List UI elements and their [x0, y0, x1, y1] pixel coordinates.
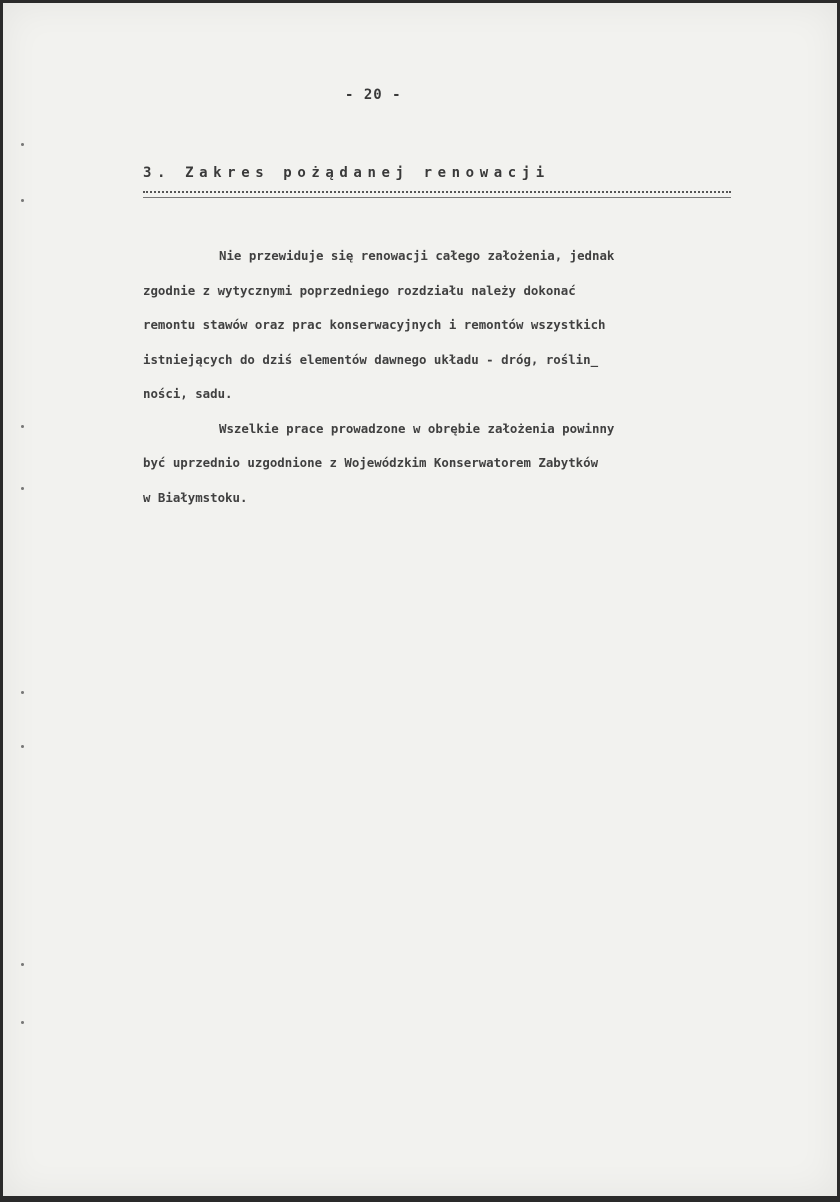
paragraph-1-line-1: Nie przewiduje się renowacji całego założenia, jednak [219, 248, 615, 263]
margin-mark [21, 143, 24, 146]
paragraph-1-line-2: zgodnie z wytycznymi poprzedniego rozdziału należy dokonać [143, 282, 576, 298]
heading-underline [143, 191, 731, 198]
section-heading: 3. Zakres pożądanej renowacji [143, 165, 550, 181]
margin-mark [21, 691, 24, 694]
document-page [3, 3, 837, 1196]
margin-mark [21, 745, 24, 748]
margin-mark [21, 1021, 24, 1024]
margin-mark [21, 199, 24, 202]
paragraph-1-line-4: istniejących do dziś elementów dawnego układu - dróg, roślin_ [143, 351, 599, 367]
paragraph-1-line-5: ności, sadu. [143, 386, 233, 401]
paragraph-2-line-3: w Białymstoku. [143, 489, 248, 505]
margin-mark [21, 425, 24, 428]
margin-mark [21, 487, 24, 490]
margin-mark [21, 963, 24, 966]
paragraph-2-line-1: Wszelkie prace prowadzone w obrębie założenia powinny [219, 420, 615, 436]
paragraph-2-line-2: być uprzednio uzgodnione z Wojewódzkim Konserwatorem Zabytków [143, 455, 599, 470]
body-text [143, 239, 793, 515]
page-number: - 20 - [345, 87, 402, 103]
paragraph-1-line-3: remontu stawów oraz prac konserwacyjnych i remontów wszystkich [143, 317, 606, 332]
